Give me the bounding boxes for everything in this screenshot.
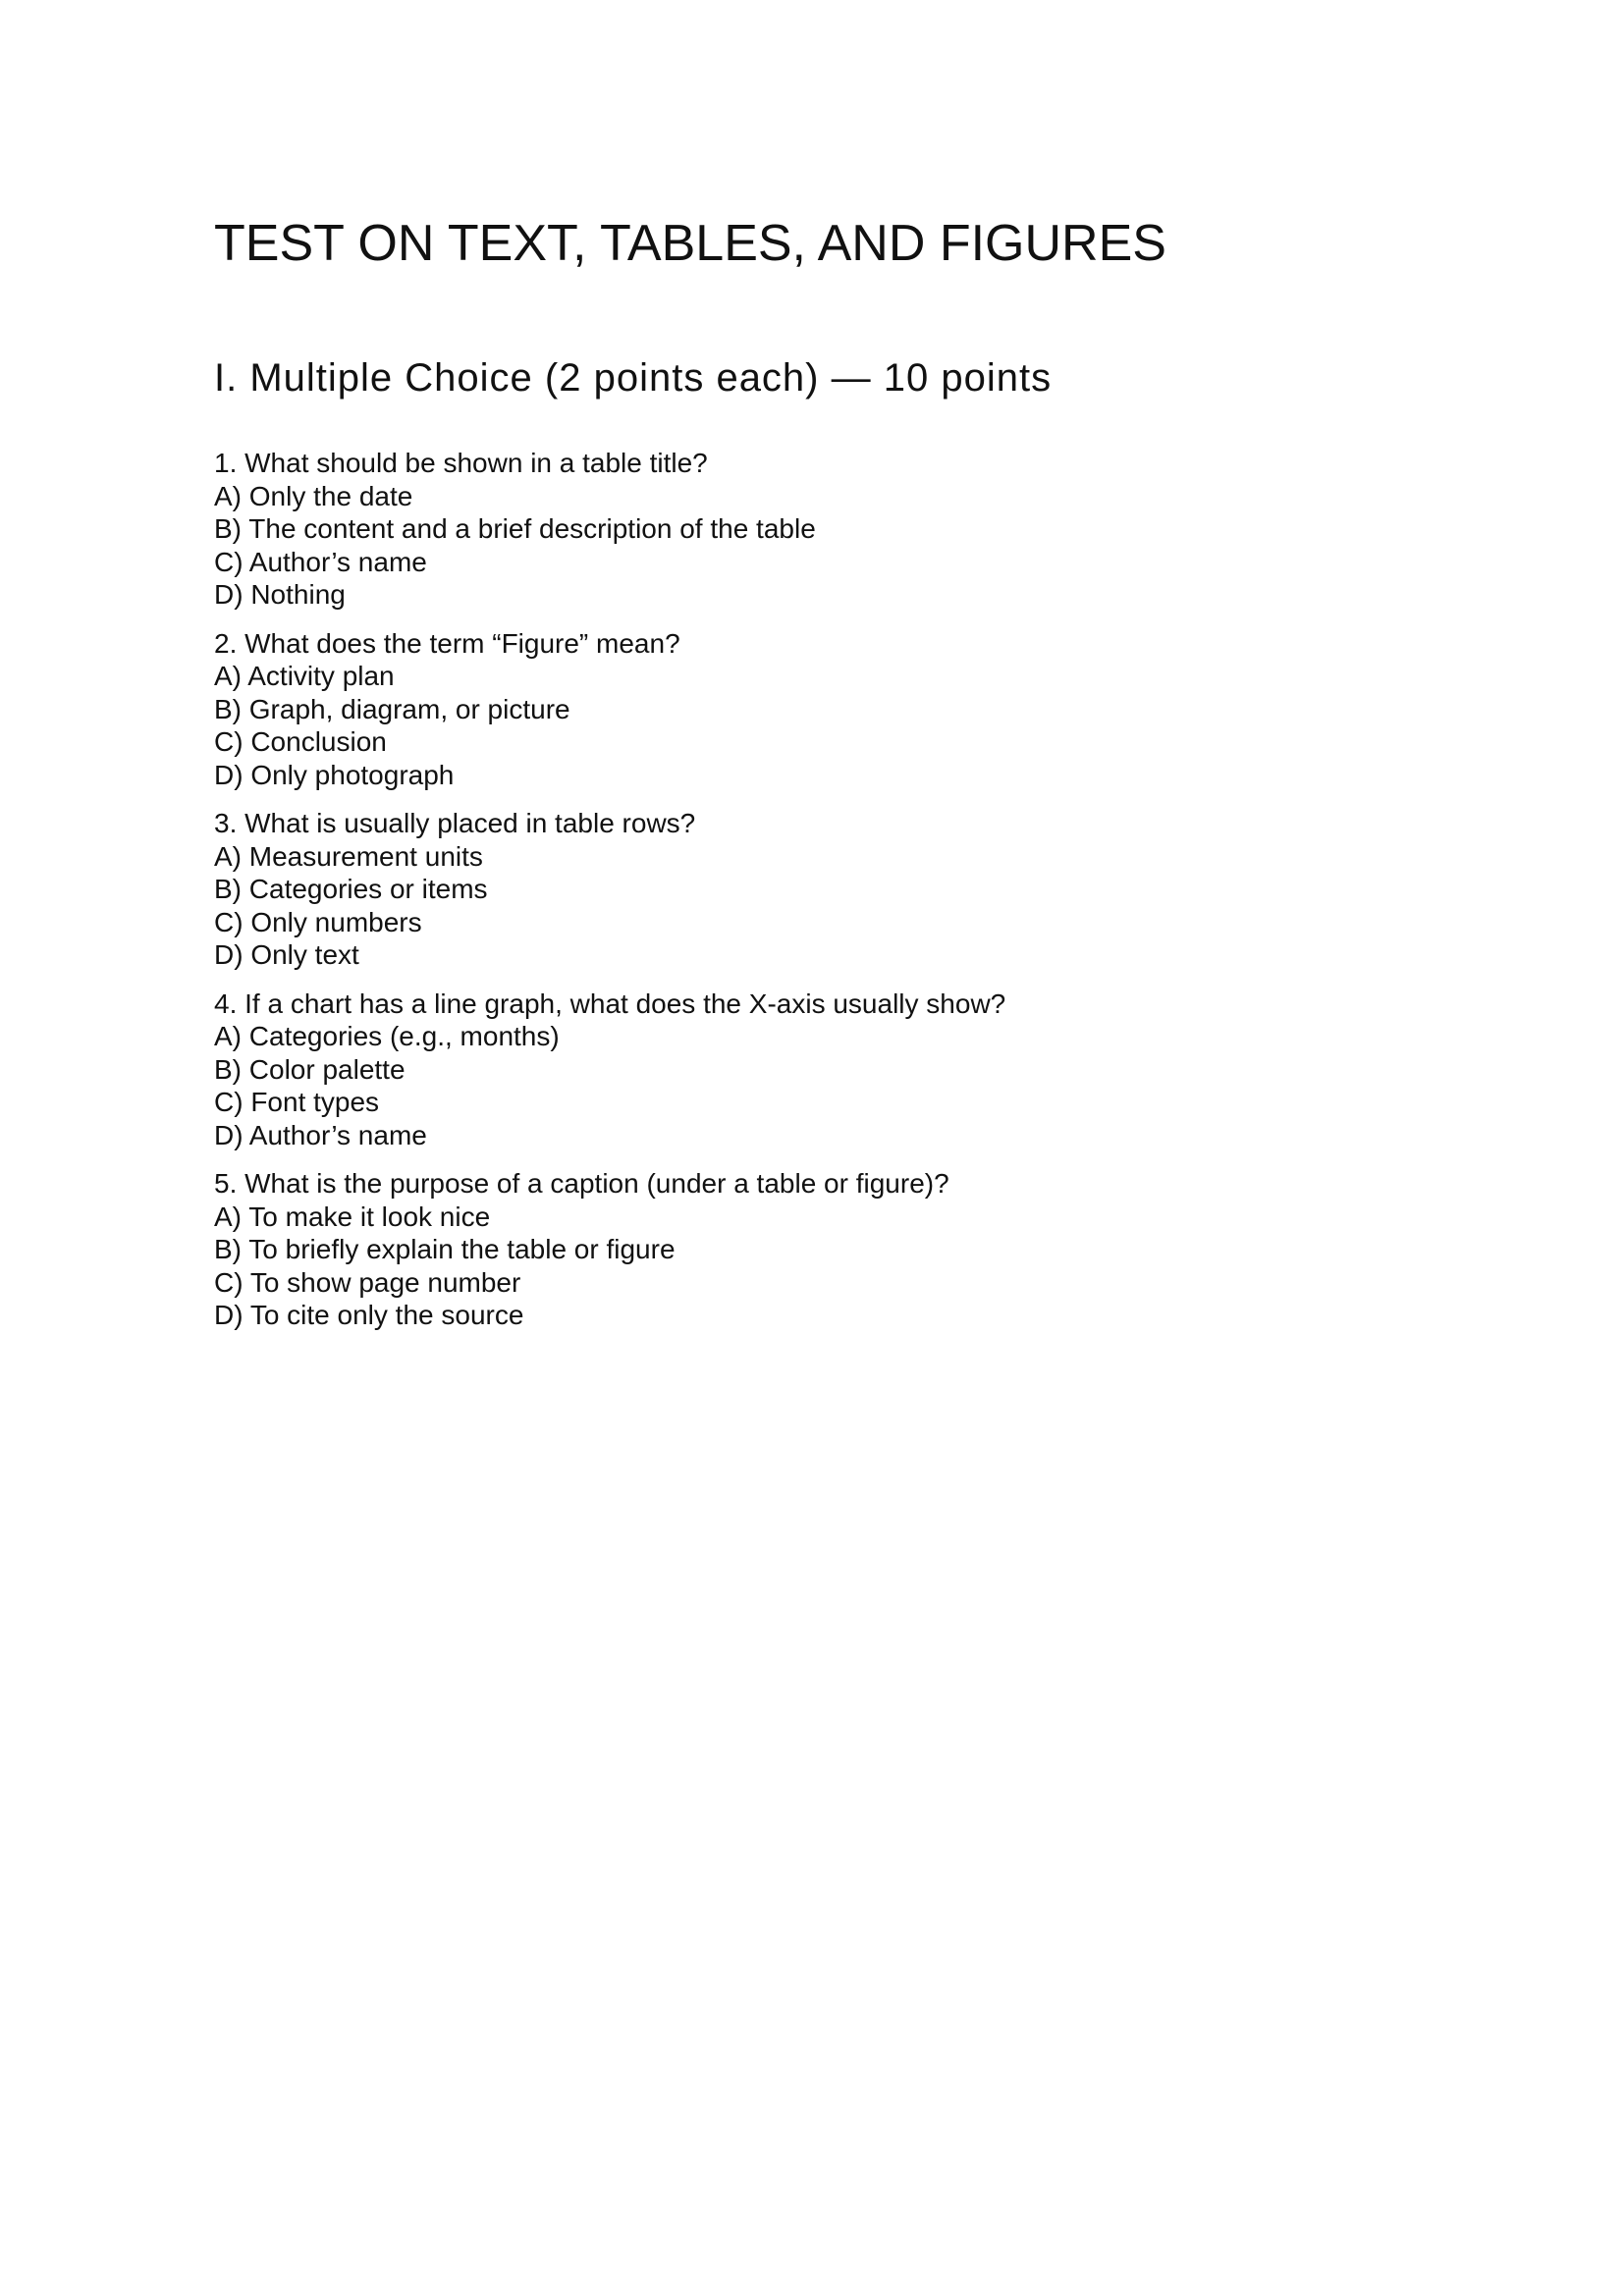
- option-b: B) To briefly explain the table or figure: [214, 1234, 676, 1264]
- option-a: A) Measurement units: [214, 840, 483, 872]
- option-c: C) Author’s name: [214, 546, 427, 577]
- section-heading: I. Multiple Choice (2 points each) — 10 points: [214, 356, 1053, 400]
- option-c: C) Conclusion: [214, 726, 387, 757]
- document-page: [214, 208, 1490, 1348]
- question-list: [214, 447, 1490, 1332]
- option-c: C) Font types: [214, 1087, 380, 1117]
- page-title: TEST ON TEXT, TABLES, AND FIGURES: [214, 215, 1166, 272]
- option-b: B) The content and a brief description of the table: [214, 513, 816, 544]
- option-b: B) Graph, diagram, or picture: [214, 693, 570, 724]
- question-4: [214, 988, 1490, 1152]
- option-d: D) Nothing: [214, 579, 346, 610]
- question-5: [214, 1167, 1490, 1332]
- option-a: A) Only the date: [214, 480, 413, 511]
- question-text: 5. What is the purpose of a caption (under a table or figure)?: [214, 1168, 949, 1199]
- question-1: [214, 447, 1490, 612]
- option-d: D) Author’s name: [214, 1119, 427, 1150]
- question-text: 2. What does the term “Figure” mean?: [214, 627, 680, 659]
- option-a: A) To make it look nice: [214, 1201, 491, 1232]
- question-text: 4. If a chart has a line graph, what does the X-axis usually show?: [214, 988, 1006, 1019]
- option-b: B) Color palette: [214, 1053, 406, 1085]
- option-d: D) Only text: [214, 939, 359, 970]
- option-c: C) Only numbers: [214, 906, 422, 937]
- option-c: C) To show page number: [214, 1266, 521, 1298]
- option-d: D) Only photograph: [214, 759, 455, 790]
- option-a: A) Activity plan: [214, 661, 395, 691]
- option-b: B) Categories or items: [214, 874, 488, 904]
- question-text: 1. What should be shown in a table title?: [214, 448, 708, 478]
- option-d: D) To cite only the source: [214, 1300, 524, 1330]
- question-text: 3. What is usually placed in table rows?: [214, 808, 696, 838]
- option-a: A) Categories (e.g., months): [214, 1021, 560, 1051]
- question-3: [214, 807, 1490, 972]
- question-2: [214, 627, 1490, 792]
